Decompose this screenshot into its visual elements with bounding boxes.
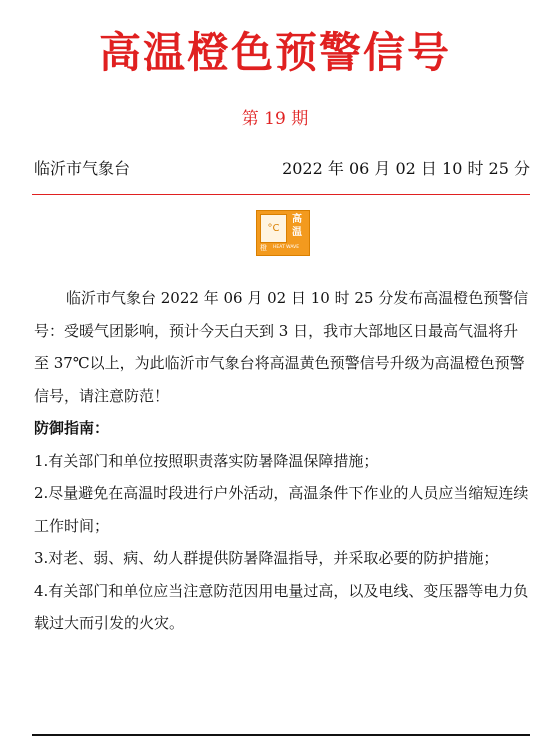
issuer-name: 临沂市气象台 — [34, 159, 131, 178]
document-title: 高温橙色预警信号 — [98, 28, 451, 77]
main-paragraph: 临沂市气象台 2022 年 06 月 02 日 10 时 25 分发布高温橙色预警信号：受暖气团影响，预计今天白天到 3 日，我市大部地区日最高气温将升至 37℃以上，为此临沂市气象台将高温黄色预警信号升级为高温橙色预警信号，请注意防范！ — [34, 289, 529, 405]
thermometer-icon: °C — [260, 214, 287, 243]
guide-item: 2.尽量避免在高温时段进行户外活动，高温条件下作业的人员应当缩短连续工作时间； — [34, 484, 529, 535]
document-body — [34, 282, 530, 640]
meta-row — [34, 156, 530, 179]
footer-divider — [32, 734, 530, 736]
issue-number: 第 19 期 — [241, 109, 309, 129]
guide-item: 1.有关部门和单位按照职责落实防暑降温保障措施； — [34, 451, 379, 470]
badge-level: 橙 — [260, 244, 267, 252]
header-divider — [32, 194, 530, 195]
guide-item: 3.对老、弱、病、幼人群提供防暑降温指导，并采取必要的防护措施； — [34, 549, 499, 567]
guide-item: 4.有关部门和单位应当注意防范因用电量过高，以及电线、变压器等电力负载过大而引发的火灾。 — [34, 581, 529, 632]
badge-english: HEAT WAVE — [273, 245, 300, 250]
heat-wave-orange-warning-icon — [256, 210, 310, 256]
issue-datetime: 2022 年 06 月 02 日 10 时 25 分 — [282, 159, 530, 178]
badge-mark: 高温 — [292, 214, 302, 238]
guide-heading: 防御指南： — [34, 419, 110, 437]
